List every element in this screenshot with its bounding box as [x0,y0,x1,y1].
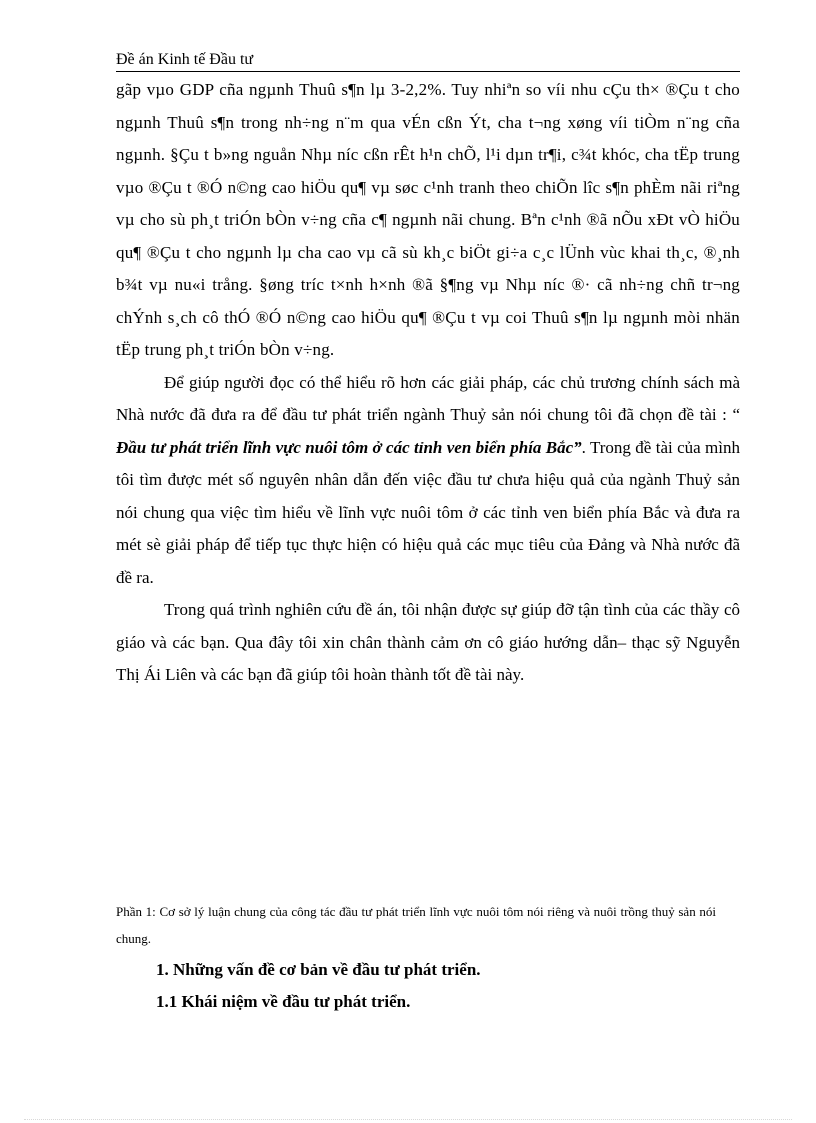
paragraph-3: Trong quá trình nghiên cứu đề án, tôi nhận được sự giúp đỡ tận tình của các thầy cô giáo và các bạn. Qua đây tôi xin chân thành cảm ơn cô giáo hướng dẫn– thạc sỹ Nguyễn Thị Ái Liên và các bạn đã giúp tôi hoàn thành tốt đề tài này. [116,600,740,684]
document-header [116,50,740,72]
page-bottom-rule [24,1119,792,1120]
paragraph-2-rest: . Trong đề tài của mình tôi tìm được mét số nguyên nhân dẫn đến việc đầu tư chưa hiệu quả của ngành Thuỷ sản nói chung qua việc tìm hiểu về lĩnh vực nuôi tôm ở các tỉnh ven biển phía Bắc và đưa ra mét sè giải pháp để tiếp tục thực hiện có hiệu quả các mục tiêu của Đảng và Nhà nước đã đề ra. [116,437,740,587]
body-text [116,74,740,692]
paragraph-1: gãp vµo GDP cña ngµnh Thuû s¶n lµ 3-2,2%. Tuy nhiªn so víi nhu cÇu th× ®Çu t cho ngµnh Thuû s¶n trong nh÷ng n¨m qua vÉn cßn Ýt, cha t¬ng xøng víi tiÒm n¨ng cña ngµnh. §Çu t b»ng nguån Nhµ níc cßn rÊt h¹n chÕ, l¹i dµn tr¶i, c¾t khóc, cha tËp trung vµo ®Çu t ®Ó n©ng cao hiÖu qu¶ vµ søc c¹nh tranh theo chiÕn lîc s¶n phÈm nãi riªng vµ cho sù ph¸t triÓn bÒn v÷ng cña c¶ ngµnh nãi chung. Bªn c¹nh ®ã nÕu xÐt vÒ hiÖu qu¶ ®Çu t cho ngµnh lµ cha cao vµ cã sù kh¸c biÖt gi÷a c¸c lÜnh vùc khai th¸c, ®¸nh b¾t vµ nu«i trång. §øng tríc t×nh h×nh ®ã §¶ng vµ Nhµ níc ®· cã nh÷ng chñ tr¬ng chÝnh s¸ch cô thÓ ®Ó n©ng cao hiÖu qu¶ ®Çu t vµ coi Thuû s¶n lµ ngµnh mòi nhän tËp trung ph¸t triÓn bÒn v÷ng. [116,80,740,359]
header-title: Đề án Kinh tế Đầu tư [116,51,254,68]
section-heading-1-1: 1.1 Khái niệm về đầu tư phát triển. [156,992,411,1011]
paragraph-2 [116,367,740,595]
paragraph-2-intro: Để giúp người đọc có thể hiểu rõ hơn các giải pháp, các chủ trương chính sách mà Nhà nước đã đưa ra để đầu tư phát triển ngành Thuỷ sản nói chung tôi đã chọn đề tài : “ [116,372,740,424]
thesis-title: Đầu tư phát triển lĩnh vực nuôi tôm ở các tỉnh ven biển phía Bắc” [116,437,582,457]
section-heading-1: 1. Những vấn đề cơ bản về đầu tư phát triển. [156,960,481,979]
part-title: Phần 1: Cơ sở lý luận chung của công tác đầu tư phát triển lĩnh vực nuôi tôm nói riêng và nuôi trồng thuỷ sản nói chung. [116,904,716,946]
